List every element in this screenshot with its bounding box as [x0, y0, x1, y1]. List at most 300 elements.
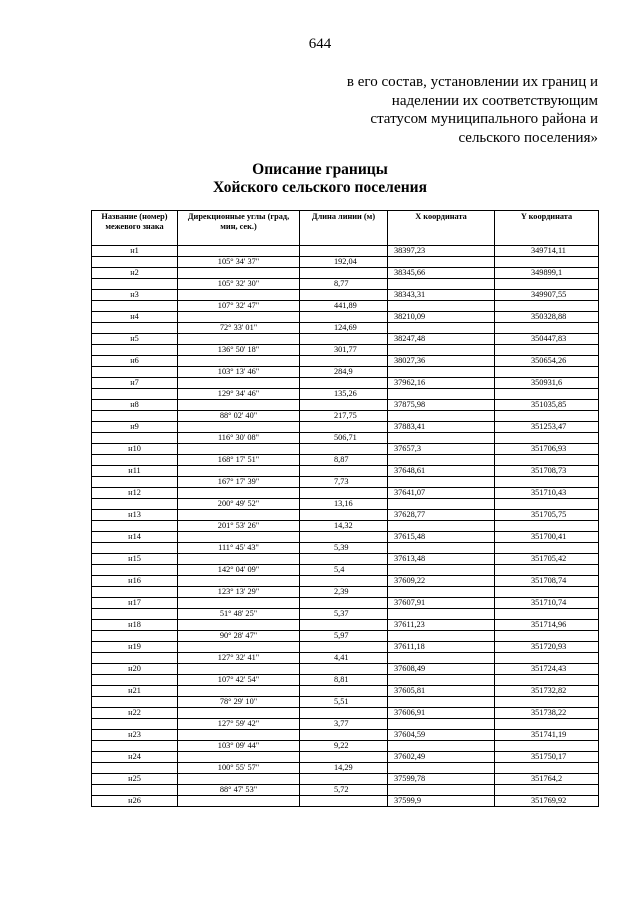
- y-coordinate-cell: 351764,2: [495, 774, 599, 785]
- y-coordinate-cell: 351741,19: [495, 730, 599, 741]
- table-row-point: [92, 686, 599, 697]
- x-coordinate-cell: [388, 477, 495, 488]
- point-name-cell: н4: [92, 312, 178, 323]
- table-row-segment: [92, 543, 599, 554]
- header-line: в его состав, установлении их границ и: [346, 74, 598, 90]
- table-row-point: [92, 664, 599, 675]
- x-coordinate-cell: 37883,41: [388, 422, 495, 433]
- y-coordinate-cell: [495, 455, 599, 466]
- table-header-row: [92, 211, 599, 246]
- direction-angle-cell: 88° 47' 53": [178, 785, 300, 796]
- title-line-2: Хойского сельского поселения: [213, 179, 427, 196]
- point-name-cell: н21: [92, 686, 178, 697]
- direction-angle-cell: [178, 312, 300, 323]
- column-header-name: Название (номер) межевого знака: [92, 211, 178, 246]
- point-name-cell: н23: [92, 730, 178, 741]
- point-name-cell: [92, 785, 178, 796]
- line-length-cell: 192,04: [300, 257, 388, 268]
- header-line: статусом муниципального района и: [370, 111, 598, 127]
- line-length-cell: [300, 642, 388, 653]
- y-coordinate-cell: 351732,82: [495, 686, 599, 697]
- direction-angle-cell: [178, 444, 300, 455]
- point-name-cell: [92, 741, 178, 752]
- point-name-cell: [92, 323, 178, 334]
- direction-angle-cell: [178, 686, 300, 697]
- point-name-cell: [92, 389, 178, 400]
- line-length-cell: 4,41: [300, 653, 388, 664]
- y-coordinate-cell: 350931,6: [495, 378, 599, 389]
- x-coordinate-cell: 37602,49: [388, 752, 495, 763]
- direction-angle-cell: 168° 17' 51": [178, 455, 300, 466]
- table-row-point: [92, 444, 599, 455]
- line-length-cell: [300, 488, 388, 499]
- y-coordinate-cell: 351738,22: [495, 708, 599, 719]
- direction-angle-cell: 201° 53' 26": [178, 521, 300, 532]
- table-row-point: [92, 620, 599, 631]
- table-row-point: [92, 400, 599, 411]
- table-row-segment: [92, 565, 599, 576]
- line-length-cell: [300, 510, 388, 521]
- y-coordinate-cell: [495, 653, 599, 664]
- line-length-cell: [300, 444, 388, 455]
- point-name-cell: [92, 565, 178, 576]
- direction-angle-cell: [178, 466, 300, 477]
- line-length-cell: 14,32: [300, 521, 388, 532]
- title-line-1: Описание границы: [252, 161, 388, 178]
- direction-angle-cell: [178, 268, 300, 279]
- point-name-cell: [92, 521, 178, 532]
- line-length-cell: [300, 400, 388, 411]
- direction-angle-cell: 111° 45' 43": [178, 543, 300, 554]
- direction-angle-cell: 107° 42' 54": [178, 675, 300, 686]
- x-coordinate-cell: [388, 455, 495, 466]
- x-coordinate-cell: 37611,18: [388, 642, 495, 653]
- point-name-cell: н9: [92, 422, 178, 433]
- table-row-segment: [92, 785, 599, 796]
- page-number: 644: [308, 36, 332, 52]
- line-length-cell: 9,22: [300, 741, 388, 752]
- line-length-cell: [300, 334, 388, 345]
- point-name-cell: [92, 719, 178, 730]
- direction-angle-cell: 116° 30' 08": [178, 433, 300, 444]
- direction-angle-cell: 127° 32' 41": [178, 653, 300, 664]
- point-name-cell: [92, 697, 178, 708]
- x-coordinate-cell: [388, 257, 495, 268]
- point-name-cell: [92, 631, 178, 642]
- line-length-cell: 441,89: [300, 301, 388, 312]
- line-length-cell: [300, 422, 388, 433]
- x-coordinate-cell: 37606,91: [388, 708, 495, 719]
- table-row-point: [92, 290, 599, 301]
- x-coordinate-cell: [388, 301, 495, 312]
- point-name-cell: н25: [92, 774, 178, 785]
- direction-angle-cell: 136° 50' 18": [178, 345, 300, 356]
- y-coordinate-cell: [495, 565, 599, 576]
- table-row-point: [92, 488, 599, 499]
- y-coordinate-cell: [495, 631, 599, 642]
- table-row-segment: [92, 587, 599, 598]
- x-coordinate-cell: 37657,3: [388, 444, 495, 455]
- y-coordinate-cell: [495, 609, 599, 620]
- y-coordinate-cell: [495, 697, 599, 708]
- table-row-segment: [92, 367, 599, 378]
- table-row-segment: [92, 455, 599, 466]
- point-name-cell: [92, 257, 178, 268]
- y-coordinate-cell: 351705,75: [495, 510, 599, 521]
- x-coordinate-cell: 37605,81: [388, 686, 495, 697]
- table-row-segment: [92, 345, 599, 356]
- point-name-cell: н16: [92, 576, 178, 587]
- header-line: наделении их соответствующим: [391, 92, 598, 109]
- x-coordinate-cell: 37641,07: [388, 488, 495, 499]
- point-name-cell: н13: [92, 510, 178, 521]
- line-length-cell: 7,73: [300, 477, 388, 488]
- line-length-cell: [300, 290, 388, 301]
- line-length-cell: 301,77: [300, 345, 388, 356]
- table-row-point: [92, 730, 599, 741]
- line-length-cell: [300, 554, 388, 565]
- line-length-cell: 5,39: [300, 543, 388, 554]
- x-coordinate-cell: [388, 521, 495, 532]
- y-coordinate-cell: 351035,85: [495, 400, 599, 411]
- table-row-point: [92, 642, 599, 653]
- y-coordinate-cell: [495, 389, 599, 400]
- x-coordinate-cell: [388, 719, 495, 730]
- table-row-point: [92, 378, 599, 389]
- table-row-segment: [92, 257, 599, 268]
- x-coordinate-cell: 37604,59: [388, 730, 495, 741]
- x-coordinate-cell: [388, 609, 495, 620]
- y-coordinate-cell: 351708,73: [495, 466, 599, 477]
- x-coordinate-cell: 38343,31: [388, 290, 495, 301]
- direction-angle-cell: 105° 34' 37": [178, 257, 300, 268]
- line-length-cell: 506,71: [300, 433, 388, 444]
- table-row-segment: [92, 433, 599, 444]
- table-row-segment: [92, 763, 599, 774]
- y-coordinate-cell: [495, 587, 599, 598]
- direction-angle-cell: 100° 55' 57": [178, 763, 300, 774]
- table-row-segment: [92, 499, 599, 510]
- line-length-cell: 5,4: [300, 565, 388, 576]
- direction-angle-cell: [178, 664, 300, 675]
- line-length-cell: [300, 730, 388, 741]
- point-name-cell: [92, 609, 178, 620]
- direction-angle-cell: [178, 730, 300, 741]
- direction-angle-cell: [178, 290, 300, 301]
- x-coordinate-cell: 37628,77: [388, 510, 495, 521]
- point-name-cell: н20: [92, 664, 178, 675]
- x-coordinate-cell: 37609,22: [388, 576, 495, 587]
- line-length-cell: [300, 620, 388, 631]
- direction-angle-cell: [178, 532, 300, 543]
- x-coordinate-cell: 37611,23: [388, 620, 495, 631]
- y-coordinate-cell: [495, 411, 599, 422]
- table-row-segment: [92, 389, 599, 400]
- table-row-point: [92, 510, 599, 521]
- line-length-cell: 124,69: [300, 323, 388, 334]
- line-length-cell: 2,39: [300, 587, 388, 598]
- y-coordinate-cell: [495, 499, 599, 510]
- direction-angle-cell: 129° 34' 46": [178, 389, 300, 400]
- direction-angle-cell: [178, 378, 300, 389]
- x-coordinate-cell: [388, 433, 495, 444]
- line-length-cell: 3,77: [300, 719, 388, 730]
- y-coordinate-cell: 351724,43: [495, 664, 599, 675]
- column-header-y: Y координата: [495, 211, 599, 246]
- table-row-segment: [92, 631, 599, 642]
- x-coordinate-cell: [388, 697, 495, 708]
- point-name-cell: н1: [92, 246, 178, 257]
- table-row-point: [92, 576, 599, 587]
- y-coordinate-cell: 351750,17: [495, 752, 599, 763]
- x-coordinate-cell: [388, 631, 495, 642]
- direction-angle-cell: 200° 49' 52": [178, 499, 300, 510]
- point-name-cell: н24: [92, 752, 178, 763]
- table-row-point: [92, 334, 599, 345]
- y-coordinate-cell: [495, 785, 599, 796]
- table-row-point: [92, 312, 599, 323]
- direction-angle-cell: 103° 09' 44": [178, 741, 300, 752]
- table-row-segment: [92, 279, 599, 290]
- table-row-point: [92, 466, 599, 477]
- line-length-cell: [300, 268, 388, 279]
- y-coordinate-cell: [495, 741, 599, 752]
- y-coordinate-cell: [495, 301, 599, 312]
- x-coordinate-cell: 37875,98: [388, 400, 495, 411]
- x-coordinate-cell: 37599,78: [388, 774, 495, 785]
- x-coordinate-cell: [388, 785, 495, 796]
- column-header-length: Длина линии (м): [300, 211, 388, 246]
- y-coordinate-cell: 351708,74: [495, 576, 599, 587]
- y-coordinate-cell: [495, 477, 599, 488]
- table-row-segment: [92, 741, 599, 752]
- line-length-cell: 284,9: [300, 367, 388, 378]
- x-coordinate-cell: [388, 499, 495, 510]
- table-row-segment: [92, 477, 599, 488]
- point-name-cell: н15: [92, 554, 178, 565]
- direction-angle-cell: [178, 576, 300, 587]
- y-coordinate-cell: 350654,26: [495, 356, 599, 367]
- x-coordinate-cell: [388, 411, 495, 422]
- table-row-segment: [92, 411, 599, 422]
- y-coordinate-cell: 351706,93: [495, 444, 599, 455]
- line-length-cell: 5,51: [300, 697, 388, 708]
- x-coordinate-cell: [388, 345, 495, 356]
- direction-angle-cell: [178, 400, 300, 411]
- point-name-cell: [92, 301, 178, 312]
- direction-angle-cell: 51° 48' 25": [178, 609, 300, 620]
- line-length-cell: [300, 686, 388, 697]
- point-name-cell: [92, 477, 178, 488]
- direction-angle-cell: [178, 356, 300, 367]
- line-length-cell: [300, 664, 388, 675]
- point-name-cell: н7: [92, 378, 178, 389]
- y-coordinate-cell: [495, 257, 599, 268]
- table-row-segment: [92, 697, 599, 708]
- y-coordinate-cell: 349907,55: [495, 290, 599, 301]
- direction-angle-cell: 88° 02' 40": [178, 411, 300, 422]
- direction-angle-cell: [178, 334, 300, 345]
- point-name-cell: н18: [92, 620, 178, 631]
- point-name-cell: [92, 433, 178, 444]
- y-coordinate-cell: 351720,93: [495, 642, 599, 653]
- point-name-cell: н6: [92, 356, 178, 367]
- table-body: [92, 246, 599, 807]
- point-name-cell: [92, 587, 178, 598]
- table-row-segment: [92, 719, 599, 730]
- x-coordinate-cell: 37608,49: [388, 664, 495, 675]
- table-row-point: [92, 774, 599, 785]
- table-row-point: [92, 554, 599, 565]
- line-length-cell: 217,75: [300, 411, 388, 422]
- direction-angle-cell: [178, 774, 300, 785]
- direction-angle-cell: [178, 598, 300, 609]
- point-name-cell: [92, 411, 178, 422]
- x-coordinate-cell: [388, 279, 495, 290]
- y-coordinate-cell: [495, 279, 599, 290]
- y-coordinate-cell: [495, 433, 599, 444]
- y-coordinate-cell: 350447,83: [495, 334, 599, 345]
- direction-angle-cell: 167° 17' 39": [178, 477, 300, 488]
- y-coordinate-cell: 351710,74: [495, 598, 599, 609]
- x-coordinate-cell: [388, 675, 495, 686]
- point-name-cell: [92, 455, 178, 466]
- table-row-point: [92, 708, 599, 719]
- x-coordinate-cell: [388, 741, 495, 752]
- y-coordinate-cell: [495, 675, 599, 686]
- direction-angle-cell: 107° 32' 47": [178, 301, 300, 312]
- document-title: [0, 161, 640, 197]
- line-length-cell: [300, 312, 388, 323]
- point-name-cell: [92, 653, 178, 664]
- table-row-point: [92, 532, 599, 543]
- direction-angle-cell: 142° 04' 09": [178, 565, 300, 576]
- direction-angle-cell: [178, 752, 300, 763]
- header-line: сельского поселения»: [458, 129, 598, 146]
- point-name-cell: н14: [92, 532, 178, 543]
- y-coordinate-cell: [495, 345, 599, 356]
- table-row-segment: [92, 323, 599, 334]
- point-name-cell: [92, 279, 178, 290]
- line-length-cell: [300, 378, 388, 389]
- direction-angle-cell: [178, 488, 300, 499]
- x-coordinate-cell: 37615,48: [388, 532, 495, 543]
- y-coordinate-cell: 351253,47: [495, 422, 599, 433]
- direction-angle-cell: 127° 59' 42": [178, 719, 300, 730]
- point-name-cell: н12: [92, 488, 178, 499]
- line-length-cell: 5,37: [300, 609, 388, 620]
- x-coordinate-cell: [388, 587, 495, 598]
- line-length-cell: [300, 598, 388, 609]
- table-row-point: [92, 246, 599, 257]
- y-coordinate-cell: [495, 719, 599, 730]
- y-coordinate-cell: 351710,43: [495, 488, 599, 499]
- y-coordinate-cell: [495, 763, 599, 774]
- point-name-cell: н8: [92, 400, 178, 411]
- direction-angle-cell: [178, 642, 300, 653]
- x-coordinate-cell: [388, 323, 495, 334]
- direction-angle-cell: 123° 13' 29": [178, 587, 300, 598]
- line-length-cell: 13,16: [300, 499, 388, 510]
- y-coordinate-cell: 351769,92: [495, 796, 599, 807]
- x-coordinate-cell: 38397,23: [388, 246, 495, 257]
- x-coordinate-cell: 37962,16: [388, 378, 495, 389]
- direction-angle-cell: 78° 29' 10": [178, 697, 300, 708]
- table-row-point: [92, 752, 599, 763]
- point-name-cell: н5: [92, 334, 178, 345]
- x-coordinate-cell: 37599,9: [388, 796, 495, 807]
- column-header-x: X координата: [388, 211, 495, 246]
- x-coordinate-cell: 38027,36: [388, 356, 495, 367]
- point-name-cell: н26: [92, 796, 178, 807]
- y-coordinate-cell: [495, 367, 599, 378]
- line-length-cell: 14,29: [300, 763, 388, 774]
- direction-angle-cell: 90° 28' 47": [178, 631, 300, 642]
- line-length-cell: 8,87: [300, 455, 388, 466]
- line-length-cell: 8,77: [300, 279, 388, 290]
- table-row-point: [92, 268, 599, 279]
- table-row-point: [92, 356, 599, 367]
- direction-angle-cell: [178, 510, 300, 521]
- boundary-table: [91, 210, 599, 807]
- point-name-cell: [92, 543, 178, 554]
- line-length-cell: 8,81: [300, 675, 388, 686]
- point-name-cell: н17: [92, 598, 178, 609]
- line-length-cell: [300, 752, 388, 763]
- table-row-segment: [92, 521, 599, 532]
- x-coordinate-cell: [388, 653, 495, 664]
- direction-angle-cell: [178, 422, 300, 433]
- x-coordinate-cell: [388, 389, 495, 400]
- table-row-segment: [92, 675, 599, 686]
- header-block: [347, 73, 598, 147]
- point-name-cell: н3: [92, 290, 178, 301]
- y-coordinate-cell: [495, 323, 599, 334]
- point-name-cell: [92, 367, 178, 378]
- point-name-cell: н2: [92, 268, 178, 279]
- line-length-cell: [300, 356, 388, 367]
- table-row-point: [92, 796, 599, 807]
- line-length-cell: 5,72: [300, 785, 388, 796]
- y-coordinate-cell: 349714,11: [495, 246, 599, 257]
- point-name-cell: н11: [92, 466, 178, 477]
- point-name-cell: н22: [92, 708, 178, 719]
- x-coordinate-cell: [388, 367, 495, 378]
- direction-angle-cell: 105° 32' 30": [178, 279, 300, 290]
- line-length-cell: [300, 246, 388, 257]
- y-coordinate-cell: [495, 521, 599, 532]
- line-length-cell: 135,26: [300, 389, 388, 400]
- column-header-angle: Дирекционные углы (град, мин, сек.): [178, 211, 300, 246]
- direction-angle-cell: 103° 13' 46": [178, 367, 300, 378]
- direction-angle-cell: 72° 33' 01": [178, 323, 300, 334]
- x-coordinate-cell: [388, 543, 495, 554]
- direction-angle-cell: [178, 620, 300, 631]
- x-coordinate-cell: 38345,66: [388, 268, 495, 279]
- x-coordinate-cell: 37648,61: [388, 466, 495, 477]
- table-row-segment: [92, 653, 599, 664]
- x-coordinate-cell: 38210,09: [388, 312, 495, 323]
- direction-angle-cell: [178, 708, 300, 719]
- y-coordinate-cell: 351700,41: [495, 532, 599, 543]
- direction-angle-cell: [178, 246, 300, 257]
- line-length-cell: [300, 532, 388, 543]
- x-coordinate-cell: [388, 763, 495, 774]
- y-coordinate-cell: 349899,1: [495, 268, 599, 279]
- x-coordinate-cell: [388, 565, 495, 576]
- x-coordinate-cell: 37607,91: [388, 598, 495, 609]
- table-row-point: [92, 598, 599, 609]
